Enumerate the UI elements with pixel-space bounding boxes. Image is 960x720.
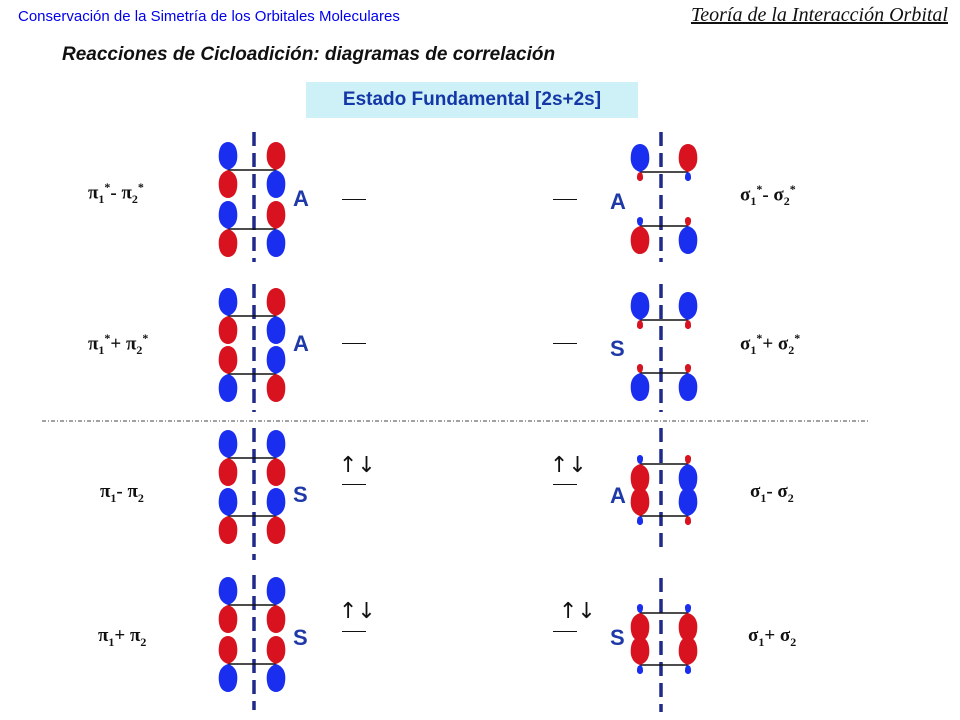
right-panel-3-orbitals [631, 455, 698, 525]
left-label-pi-plus: $\pi_1+ \pi_2$ [98, 625, 147, 649]
mirror-planes [254, 132, 661, 712]
right-symmetry-3: A [610, 483, 626, 508]
left-occupancy-4: ↑↓ [339, 599, 376, 624]
right-panel-2-orbitals [631, 292, 698, 401]
right-label-sigma-plus: $\sigma_1+ \sigma_2$ [748, 625, 797, 649]
left-panel-1-orbitals [219, 142, 286, 257]
diagram-subtitle: Reacciones de Cicloadición: diagramas de correlación [62, 44, 556, 65]
right-panel-1-orbitals [631, 144, 698, 254]
right-symmetry-2: S [610, 336, 625, 361]
left-panel-2-orbitals [219, 288, 286, 402]
left-label-pi-minus: $\pi_1-$ $\pi_2$ [100, 481, 144, 505]
left-label-pi-star-plus: $\pi_1^*+ \pi_2^*$ [88, 331, 149, 358]
right-occupancy-3: ↑↓ [550, 453, 587, 478]
left-label-pi-star-minus: $\pi_1^*-$ $\pi_2^*$ [88, 180, 144, 207]
left-panel-4-orbitals [219, 577, 286, 692]
right-symmetry-1: A [610, 189, 626, 214]
left-symmetry-1: A [293, 186, 309, 211]
header-right-title: Teoría de la Interacción Orbital [690, 4, 948, 26]
right-panel-4-orbitals [631, 604, 698, 674]
right-symmetry-4: S [610, 625, 625, 650]
left-occupancy-3: ↑↓ [339, 453, 376, 478]
left-symmetry-3: S [293, 482, 308, 507]
left-symmetry-4: S [293, 625, 308, 650]
right-label-sigma-minus: $\sigma_1-$ $\sigma_2$ [750, 481, 794, 505]
left-symmetry-2: A [293, 331, 309, 356]
right-label-sigma-star-plus: $\sigma_1^*+ \sigma_2^*$ [740, 331, 801, 358]
right-label-sigma-star-minus: $\sigma_1^*-$ $\sigma_2^*$ [740, 182, 796, 209]
left-panel-3-orbitals [219, 430, 286, 544]
header-left-title: Conservación de la Simetría de los Orbitales Moleculares [18, 8, 400, 25]
state-box: Estado Fundamental [2s+2s] [306, 82, 638, 118]
right-occupancy-4: ↑↓ [559, 599, 596, 624]
